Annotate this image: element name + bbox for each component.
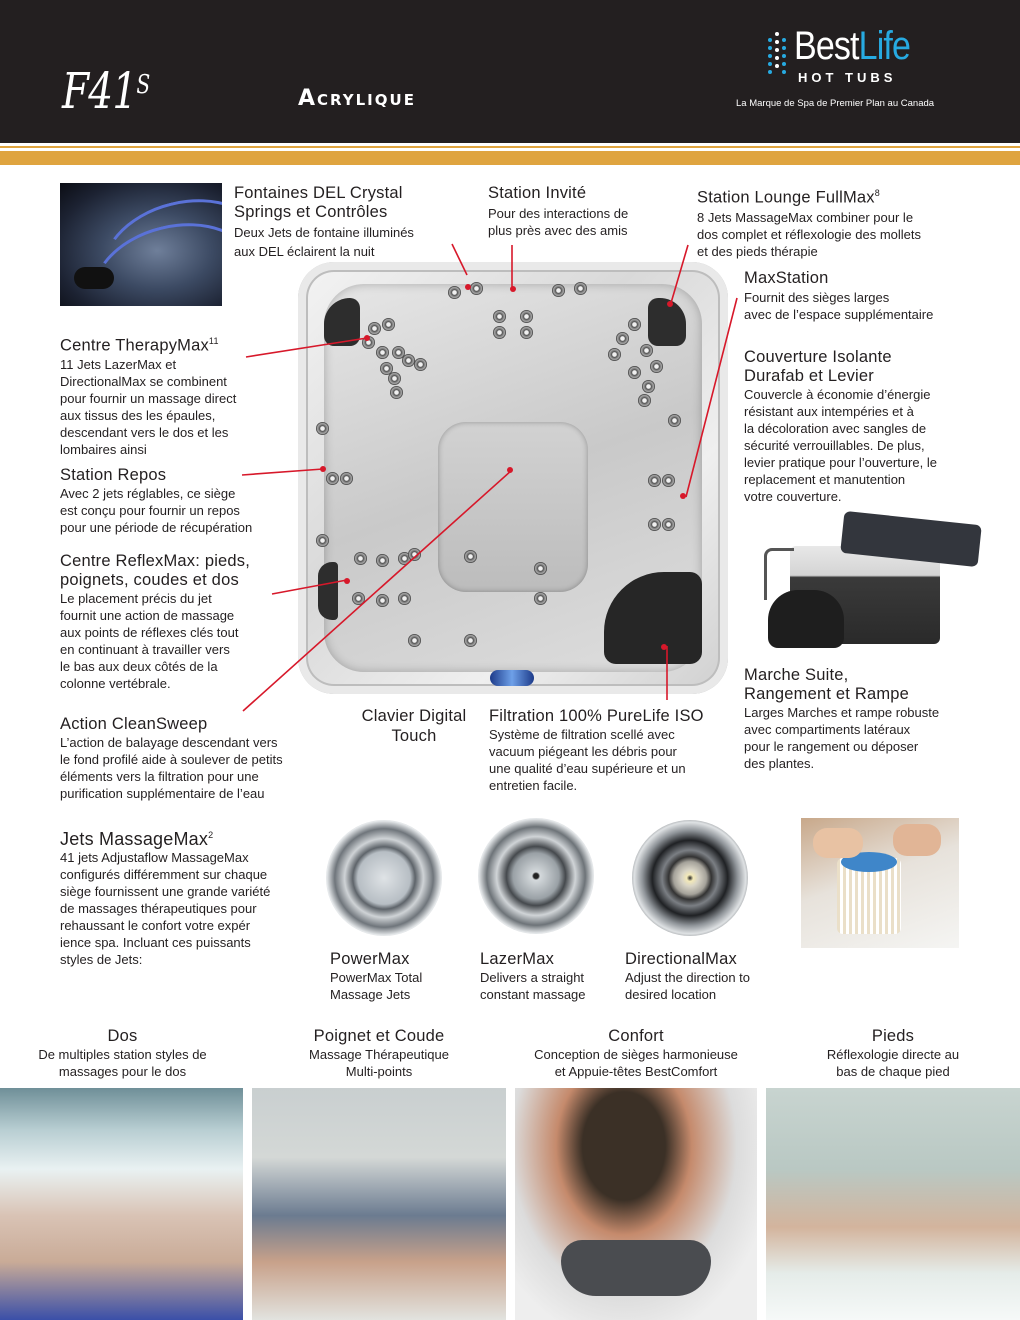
jet-type-desc: Delivers a straight bbox=[480, 970, 585, 985]
jet-type-lazermax bbox=[480, 950, 630, 1003]
zone-desc: Multi-points bbox=[345, 1064, 413, 1079]
jet-icon bbox=[464, 550, 477, 563]
jet-icon bbox=[662, 474, 675, 487]
feature-title: Centre ReflexMax: pieds, bbox=[60, 552, 251, 570]
jet-icon bbox=[388, 372, 401, 385]
jet-icon bbox=[382, 318, 395, 331]
jet-icon bbox=[616, 332, 629, 345]
desc-line: rehaussant le confort votre expér bbox=[60, 918, 251, 933]
callout-dot bbox=[507, 467, 513, 473]
jet-icon bbox=[316, 534, 329, 547]
gold-divider-thin bbox=[0, 146, 1020, 148]
jet-icon bbox=[398, 592, 411, 605]
jet-icon bbox=[414, 358, 427, 371]
desc-line: résistant aux intempéries et à bbox=[744, 404, 914, 419]
jet-icon bbox=[376, 346, 389, 359]
jet-type-title: DirectionalMax bbox=[625, 950, 737, 968]
feature-desc bbox=[60, 734, 330, 802]
desc-line: 41 jets Adjustaflow MassageMax bbox=[60, 850, 249, 865]
feature-desc bbox=[744, 386, 1014, 505]
jet-icon bbox=[640, 344, 653, 357]
desc-line: Couvercle à économie d’énergie bbox=[744, 387, 931, 402]
jet-icon bbox=[408, 634, 421, 647]
feature-title: Springs et Contrôles bbox=[234, 203, 388, 221]
feature-desc: Pour des interactions de bbox=[488, 206, 629, 221]
feature-desc bbox=[60, 485, 300, 536]
directionalmax-jet-photo bbox=[632, 820, 748, 936]
filter-photo bbox=[801, 818, 959, 948]
jet-icon bbox=[662, 518, 675, 531]
zone-title: Confort bbox=[608, 1027, 664, 1045]
jet-type-desc: Adjust the direction to bbox=[625, 970, 751, 985]
jet-icon bbox=[638, 394, 651, 407]
jet-icon bbox=[648, 474, 661, 487]
feature-title: Couverture Isolante bbox=[744, 348, 892, 366]
feature-title: Station Lounge FullMax$^8$ bbox=[697, 188, 880, 207]
zone-desc: Réflexologie directe au bbox=[826, 1047, 960, 1062]
desc-line: des plantes. bbox=[744, 756, 815, 771]
desc-line: styles de Jets: bbox=[60, 952, 143, 967]
zone-poignet-coude bbox=[252, 1027, 506, 1080]
feature-desc bbox=[744, 704, 1014, 772]
jet-type-title: LazerMax bbox=[480, 950, 555, 968]
feature-marche bbox=[744, 666, 1014, 772]
jet-icon bbox=[520, 326, 533, 339]
desc-line: Le placement précis du jet bbox=[60, 591, 212, 606]
feature-desc bbox=[60, 849, 320, 968]
callout-dot bbox=[667, 301, 673, 307]
gold-divider bbox=[0, 150, 1020, 165]
jet-icon bbox=[470, 282, 483, 295]
feature-title: Action CleanSweep bbox=[60, 715, 208, 733]
jet-icon bbox=[376, 594, 389, 607]
jet-icon bbox=[534, 592, 547, 605]
model-name: $F41^S$ bbox=[62, 62, 150, 120]
zone-title: Poignet et Coude bbox=[313, 1027, 445, 1045]
desc-line: Larges Marches et rampe robuste bbox=[744, 705, 940, 720]
feature-title: Touch bbox=[391, 727, 437, 745]
feature-fontaines bbox=[234, 184, 474, 260]
feature-desc: et des pieds thérapie bbox=[697, 243, 818, 259]
desc-line: éléments vers la filtration pour une bbox=[60, 769, 259, 784]
desc-line: le bas aux deux côtés de la bbox=[60, 659, 218, 674]
zone-title: Pieds bbox=[871, 1027, 915, 1045]
feature-couverture bbox=[744, 348, 1014, 505]
callout-dot bbox=[320, 466, 326, 472]
jet-icon bbox=[448, 286, 461, 299]
jet-type-desc: desired location bbox=[625, 987, 717, 1002]
callout-dot bbox=[661, 644, 667, 650]
brand-name: BestLife bbox=[794, 24, 911, 68]
desc-line: DirectionalMax se combinent bbox=[60, 373, 227, 389]
control-panel-icon bbox=[490, 670, 534, 686]
zone-desc: Conception de sièges harmonieuse bbox=[534, 1047, 738, 1062]
feature-reflexmax bbox=[60, 552, 300, 692]
feature-desc bbox=[60, 590, 300, 692]
jet-icon bbox=[668, 414, 681, 427]
cover-steps-photo bbox=[752, 512, 980, 652]
zone-dos bbox=[0, 1027, 245, 1080]
logo-dots-icon bbox=[766, 32, 788, 80]
callout-dot bbox=[344, 578, 350, 584]
jet-icon bbox=[648, 518, 661, 531]
feature-desc bbox=[60, 356, 300, 458]
desc-line: pour le rangement ou déposer bbox=[744, 739, 919, 754]
callout-dot bbox=[364, 335, 370, 341]
jet-icon bbox=[376, 554, 389, 567]
jet-icon bbox=[390, 386, 403, 399]
feature-desc bbox=[489, 726, 734, 794]
zone-desc: Massage Thérapeutique bbox=[309, 1047, 449, 1062]
zone-desc: bas de chaque pied bbox=[836, 1064, 950, 1079]
desc-line: lombaires ainsi bbox=[60, 441, 147, 457]
jet-type-desc: PowerMax Total bbox=[330, 970, 423, 985]
jet-type-title: PowerMax bbox=[330, 950, 410, 968]
feature-desc: 8 Jets MassageMax combiner pour le bbox=[697, 209, 914, 225]
feature-station-repos bbox=[60, 466, 300, 536]
feature-title: Filtration 100% PureLife ISO bbox=[489, 707, 704, 725]
jet-type-desc: Massage Jets bbox=[330, 987, 411, 1002]
desc-line: sécurité verrouillables. De plus, bbox=[744, 438, 925, 453]
jet-icon bbox=[408, 548, 421, 561]
feature-desc: dos complet et réflexologie des mollets bbox=[697, 226, 922, 242]
feature-filtration bbox=[489, 707, 734, 794]
desc-line: L’action de balayage descendant vers bbox=[60, 735, 278, 750]
feature-massagemax bbox=[60, 826, 320, 968]
feature-desc: aux DEL éclairent la nuit bbox=[234, 244, 375, 259]
powermax-jet-photo bbox=[326, 820, 442, 936]
desc-line: Système de filtration scellé avec bbox=[489, 727, 675, 742]
feature-desc: Fournit des sièges larges bbox=[744, 290, 890, 305]
callout-dot bbox=[510, 286, 516, 292]
jet-icon bbox=[493, 326, 506, 339]
desc-line: pour une période de récupération bbox=[60, 520, 253, 535]
feature-desc: Deux Jets de fontaine illuminés bbox=[234, 225, 414, 240]
jet-icon bbox=[340, 472, 353, 485]
zone-desc: massages pour le dos bbox=[58, 1064, 187, 1079]
jet-icon bbox=[642, 380, 655, 393]
jet-icon bbox=[552, 284, 565, 297]
feature-station-lounge bbox=[697, 184, 997, 260]
jet-icon bbox=[368, 322, 381, 335]
callout-dot bbox=[465, 284, 471, 290]
zone-title: Dos bbox=[107, 1027, 138, 1045]
feature-title: Durafab et Levier bbox=[744, 367, 874, 385]
desc-line: Avec 2 jets réglables, ce siège bbox=[60, 486, 236, 501]
desc-line: le fond profilé aide à soulever de petits bbox=[60, 752, 283, 767]
desc-line: colonne vertébrale. bbox=[60, 676, 171, 691]
jet-type-desc: constant massage bbox=[480, 987, 586, 1002]
jet-icon bbox=[354, 552, 367, 565]
desc-line: siège fournissent une grande variété bbox=[60, 884, 271, 899]
desc-line: levier pratique pour l’ouverture, le bbox=[744, 455, 937, 470]
jet-icon bbox=[608, 348, 621, 361]
feature-title: Centre TherapyMax$^{11}$ bbox=[60, 336, 219, 355]
desc-line: vacuum piégeant les débris pour bbox=[489, 744, 677, 759]
feature-clavier bbox=[344, 707, 484, 746]
jet-icon bbox=[574, 282, 587, 295]
jet-icon bbox=[326, 472, 339, 485]
desc-line: en continuant à travailler vers bbox=[60, 642, 230, 657]
material-label: Acrylique bbox=[298, 86, 416, 111]
feature-station-invite bbox=[488, 184, 678, 239]
lazermax-jet-photo bbox=[478, 818, 594, 934]
hot-tub-top-view bbox=[298, 262, 728, 694]
jet-icon bbox=[650, 360, 663, 373]
feature-title: Station Invité bbox=[488, 184, 587, 202]
jet-icon bbox=[534, 562, 547, 575]
feature-title: Jets MassageMax$^2$ bbox=[60, 829, 214, 849]
feature-desc: avec de l’espace supplémentaire bbox=[744, 307, 934, 322]
desc-line: une qualité d’eau supérieure et un bbox=[489, 761, 686, 776]
brand-logo bbox=[766, 24, 976, 88]
jet-type-powermax bbox=[330, 950, 480, 1003]
desc-line: ience spa. Incluant ces puissants bbox=[60, 935, 251, 950]
desc-line: configurés différemment sur chaque bbox=[60, 867, 268, 882]
zone-pieds bbox=[766, 1027, 1020, 1080]
desc-line: fournit une action de massage bbox=[60, 608, 235, 623]
back-massage-photo bbox=[0, 1088, 243, 1320]
feature-title: MaxStation bbox=[744, 269, 829, 287]
desc-line: est conçu pour fournir un repos bbox=[60, 503, 240, 518]
foot-massage-photo bbox=[766, 1088, 1020, 1320]
zone-desc: et Appuie-têtes BestComfort bbox=[554, 1064, 718, 1079]
feature-maxstation bbox=[744, 269, 1004, 323]
desc-line: descendant vers le dos et les bbox=[60, 424, 229, 440]
jet-icon bbox=[464, 634, 477, 647]
desc-line: aux points de réflexes clés tout bbox=[60, 625, 239, 640]
desc-line: la décoloration avec sangles de bbox=[744, 421, 927, 436]
feature-title: Fontaines DEL Crystal bbox=[234, 184, 403, 202]
feature-title: Marche Suite, bbox=[744, 666, 849, 684]
headrest-icon bbox=[561, 1240, 711, 1296]
headrest-pillow-icon bbox=[318, 562, 338, 620]
desc-line: purification supplémentaire de l’eau bbox=[60, 786, 265, 801]
desc-line: votre couverture. bbox=[744, 489, 842, 504]
desc-line: entretien facile. bbox=[489, 778, 578, 793]
fountain-photo bbox=[60, 183, 222, 306]
wrist-elbow-massage-photo bbox=[252, 1088, 506, 1320]
jet-icon bbox=[628, 318, 641, 331]
tub-footwell bbox=[438, 422, 588, 592]
feature-title: Rangement et Rampe bbox=[744, 685, 910, 703]
desc-line: avec compartiments latéraux bbox=[744, 722, 911, 737]
brand-subtitle: HOT TUBS bbox=[798, 70, 897, 85]
feature-title: Station Repos bbox=[60, 466, 167, 484]
desc-line: aux tissus des les épaules, bbox=[60, 407, 216, 423]
jet-icon bbox=[352, 592, 365, 605]
desc-line: replacement et manutention bbox=[744, 472, 906, 487]
zone-confort bbox=[504, 1027, 768, 1080]
jet-icon bbox=[628, 366, 641, 379]
feature-desc: plus près avec des amis bbox=[488, 223, 628, 238]
feature-cleansweep bbox=[60, 715, 330, 802]
jet-icon bbox=[316, 422, 329, 435]
callout-dot bbox=[680, 493, 686, 499]
jet-icon bbox=[520, 310, 533, 323]
desc-line: de massages thérapeutiques pour bbox=[60, 901, 257, 916]
feature-title: poignets, coudes et dos bbox=[60, 571, 239, 589]
jet-icon bbox=[493, 310, 506, 323]
zone-desc: De multiples station styles de bbox=[38, 1047, 207, 1062]
feature-title: Clavier Digital bbox=[361, 707, 467, 725]
jet-type-directionalmax bbox=[625, 950, 795, 1003]
brand-tagline: La Marque de Spa de Premier Plan au Canada bbox=[736, 98, 935, 109]
comfort-headrest-photo bbox=[515, 1088, 757, 1320]
feature-therapymax bbox=[60, 332, 300, 458]
desc-line: 11 Jets LazerMax et bbox=[60, 356, 177, 372]
desc-line: pour fournir un massage direct bbox=[60, 390, 237, 406]
